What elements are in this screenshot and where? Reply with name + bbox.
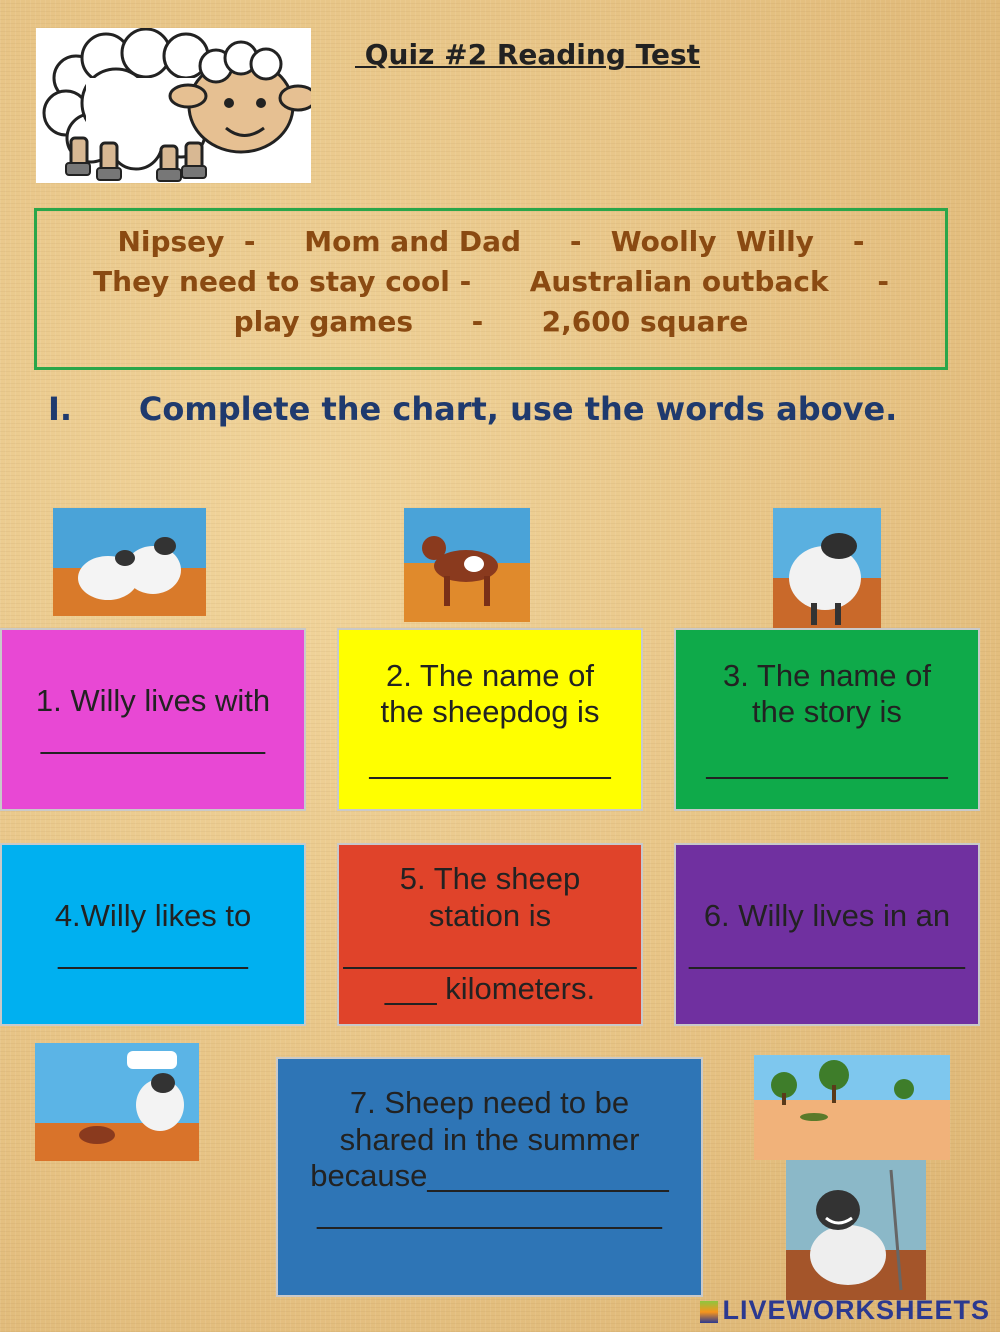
answer-blank[interactable]: because______________ — [310, 1158, 669, 1194]
question-text: 1. Willy lives with — [35, 682, 271, 718]
answer-blank[interactable]: ________________ — [689, 934, 965, 970]
answer-blank[interactable]: ______________ — [369, 744, 611, 780]
question-text: 2. The name of — [386, 657, 594, 693]
question-card-3 — [674, 628, 980, 811]
question-card-4 — [0, 843, 306, 1026]
page-title: Quiz #2 Reading Test — [355, 38, 701, 71]
question-text: 5. The sheep — [399, 861, 581, 897]
answer-blank-suffix[interactable]: ___ kilometers. — [384, 971, 596, 1007]
question-text: shared in the summer — [339, 1121, 640, 1157]
answer-blank[interactable]: ______________ — [706, 744, 948, 780]
two-sheep-image — [53, 508, 206, 616]
woolly-sheep-image — [773, 508, 881, 629]
question-card-2 — [337, 628, 643, 811]
answer-blank[interactable]: ____________________ — [317, 1194, 662, 1230]
liveworksheets-logo — [700, 1295, 990, 1326]
word-bank-line: play games - 2,600 square — [233, 305, 749, 338]
instruction-heading: I. Complete the chart, use the words above. — [48, 390, 898, 428]
question-card-5 — [337, 843, 643, 1026]
question-text: 7. Sheep need to be — [349, 1085, 630, 1120]
liveworksheets-icon — [700, 1301, 718, 1323]
answer-blank[interactable]: _____________ — [40, 719, 266, 755]
sheepdog-image — [404, 508, 530, 622]
answer-blank[interactable]: _________________ — [343, 934, 637, 970]
liveworksheets-text: LIVEWORKSHEETS — [722, 1295, 990, 1325]
question-card-1 — [0, 628, 306, 811]
sheep-windmill-image — [786, 1160, 926, 1300]
question-card-6 — [674, 843, 980, 1026]
question-text: the sheepdog is — [380, 694, 600, 730]
word-bank-line: They need to stay cool - Australian outback - — [93, 265, 889, 298]
sheep-and-dog-running-image — [35, 1043, 199, 1161]
question-text: 4.Willy likes to — [54, 897, 252, 933]
outback-landscape-image — [754, 1055, 950, 1160]
question-text: the story is — [752, 694, 902, 730]
word-bank-line: Nipsey - Mom and Dad - Woolly Willy - — [117, 225, 865, 258]
sheep-logo-image — [36, 28, 311, 183]
word-bank — [34, 208, 948, 370]
question-text: station is — [428, 897, 552, 933]
question-card-7 — [276, 1057, 703, 1297]
answer-blank[interactable]: ___________ — [58, 934, 248, 970]
question-text: 6. Willy lives in an — [703, 897, 951, 933]
question-text: 3. The name of — [723, 657, 931, 693]
